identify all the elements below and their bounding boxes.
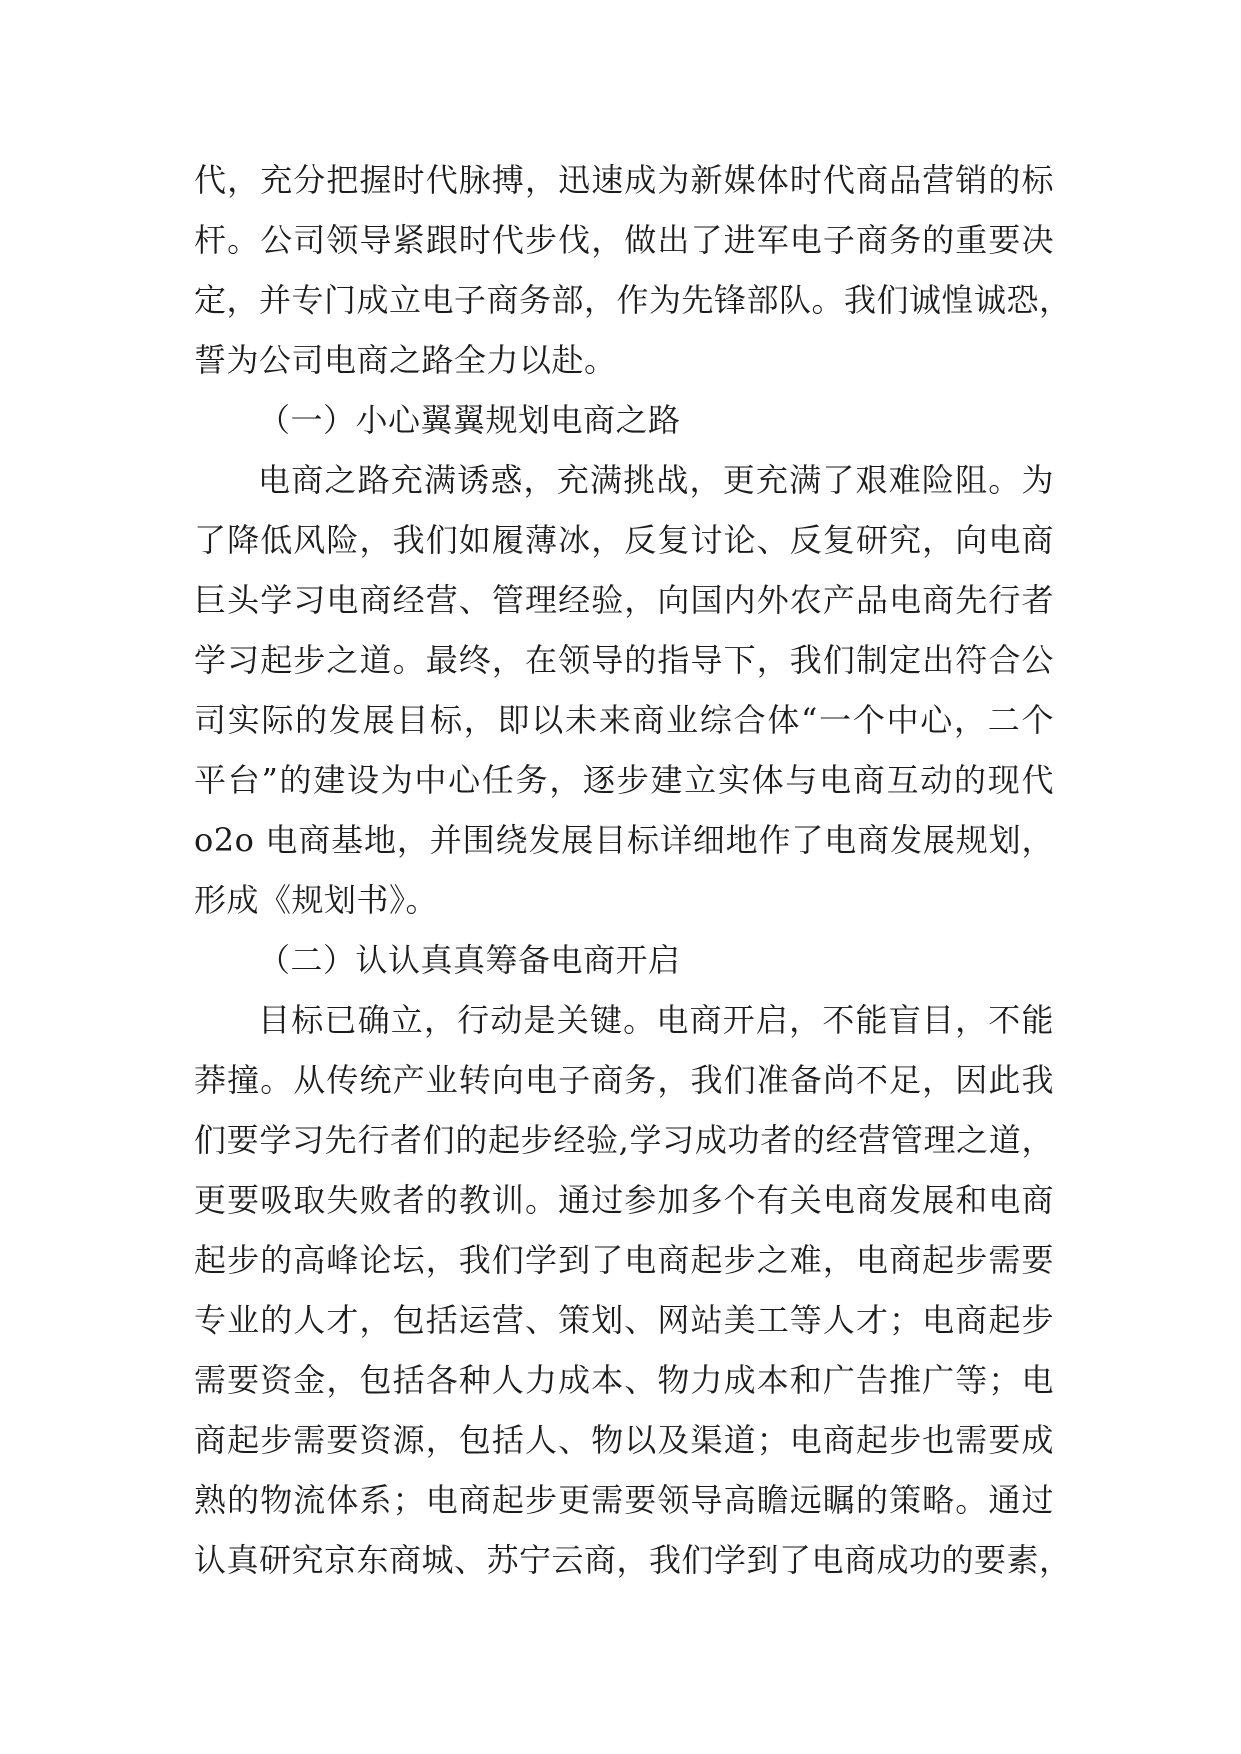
paragraph-line: 更要吸取失败者的教训。通过参加多个有关电商发展和电商 <box>194 1181 1054 1219</box>
paragraph-line: 杆。公司领导紧跟时代步伐，做出了进军电子商务的重要决 <box>194 221 1054 259</box>
paragraph-line: 巨头学习电商经营、管理经验，向国内外农产品电商先行者 <box>194 581 1054 619</box>
paragraph-line: 代，充分把握时代脉搏，迅速成为新媒体时代商品营销的标 <box>194 161 1054 199</box>
paragraph-line: 需要资金，包括各种人力成本、物力成本和广告推广等；电 <box>194 1361 1054 1399</box>
paragraph-line: 起步的高峰论坛，我们学到了电商起步之难，电商起步需要 <box>194 1241 1054 1279</box>
paragraph-line: 专业的人才，包括运营、策划、网站美工等人才；电商起步 <box>194 1301 1054 1339</box>
paragraph-line: 了降低风险，我们如履薄冰，反复讨论、反复研究，向电商 <box>194 521 1054 559</box>
paragraph-line: 司实际的发展目标，即以未来商业综合体“一个中心，二个 <box>194 701 1054 739</box>
paragraph-line: 目标已确立，行动是关键。电商开启，不能盲目，不能 <box>258 1001 1054 1039</box>
paragraph-line: 形成《规划书》。 <box>194 881 439 919</box>
section-heading: （二）认认真真筹备电商开启 <box>258 941 681 979</box>
paragraph-line: 学习起步之道。最终，在领导的指导下，我们制定出符合公 <box>194 641 1054 679</box>
paragraph-line: 认真研究京东商城、苏宁云商，我们学到了电商成功的要素， <box>194 1541 1072 1579</box>
section-heading: （一）小心翼翼规划电商之路 <box>258 401 681 439</box>
paragraph-line: 商起步需要资源，包括人、物以及渠道；电商起步也需要成 <box>194 1421 1054 1459</box>
paragraph-line: 熟的物流体系；电商起步更需要领导高瞻远瞩的策略。通过 <box>194 1481 1054 1519</box>
paragraph-line: 们要学习先行者们的起步经验,学习成功者的经营管理之道， <box>194 1121 1054 1159</box>
paragraph-line: 电商之路充满诱惑，充满挑战，更充满了艰难险阻。为 <box>258 461 1054 499</box>
paragraph-line: 平台”的建设为中心任务，逐步建立实体与电商互动的现代 <box>194 761 1054 799</box>
paragraph-line: 莽撞。从传统产业转向电子商务，我们准备尚不足，因此我 <box>194 1061 1054 1099</box>
paragraph-line: 定，并专门成立电子商务部，作为先锋部队。我们诚惶诚恐， <box>194 281 1072 319</box>
paragraph-line: 誓为公司电商之路全力以赴。 <box>194 341 617 379</box>
paragraph-line: o2o 电商基地，并围绕发展目标详细地作了电商发展规划， <box>194 821 1054 859</box>
